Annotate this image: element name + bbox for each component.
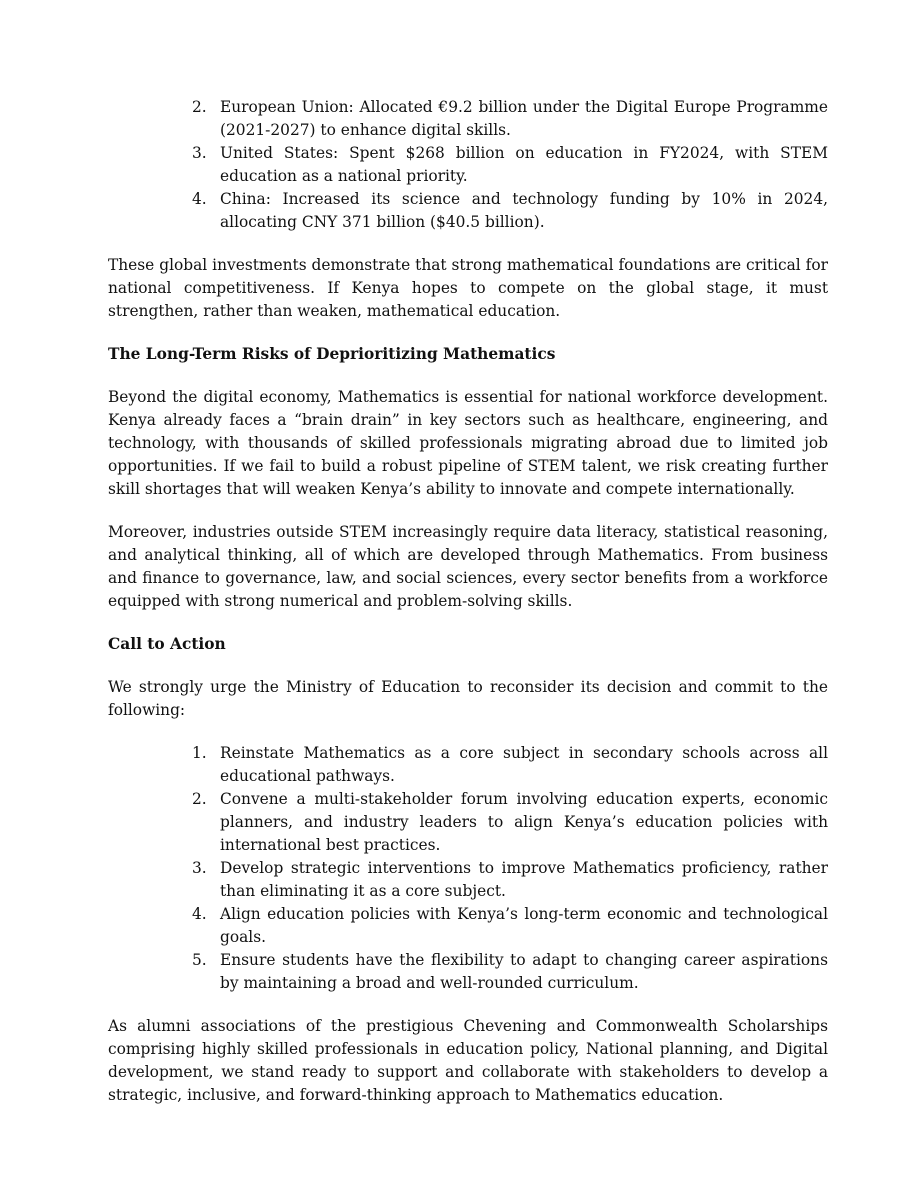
list-item-text: United States: Spent $268 billion on education in FY2024, with STEM education as a national priority. — [220, 144, 828, 185]
list-item-number: 1. — [192, 744, 207, 762]
list-item — [192, 742, 828, 788]
brain-drain-paragraph: Beyond the digital economy, Mathematics is essential for national workforce development. Kenya already faces a “brain drain” in key sectors such as healthcare, engineering, and technology, with thousands of skilled professionals migrating abroad due to limited job opportunities. If we fail to build a robust pipeline of STEM talent, we risk creating further skill shortages that will weaken Kenya’s ability to innovate and compete internationally. — [108, 388, 828, 498]
list-item-text: Reinstate Mathematics as a core subject in secondary schools across all educational pathways. — [220, 744, 828, 785]
list-item-text: Align education policies with Kenya’s long-term economic and technological goals. — [220, 905, 828, 946]
list-item-text: Convene a multi-stakeholder forum involving education experts, economic planners, and industry leaders to align Kenya’s education policies with international best practices. — [220, 790, 828, 854]
list-item-number: 3. — [192, 859, 207, 877]
action-list — [108, 742, 828, 995]
investments-list — [108, 96, 828, 234]
list-item-text: Ensure students have the flexibility to adapt to changing career aspirations by maintaining a broad and well-rounded curriculum. — [220, 951, 828, 992]
list-item-number: 4. — [192, 190, 207, 208]
list-item — [192, 188, 828, 234]
list-item — [192, 788, 828, 857]
list-item — [192, 903, 828, 949]
list-item — [192, 142, 828, 188]
list-item-text: Develop strategic interventions to improve Mathematics proficiency, rather than eliminating it as a core subject. — [220, 859, 828, 900]
global-investments-paragraph: These global investments demonstrate that strong mathematical foundations are critical for national competitiveness. If Kenya hopes to compete on the global stage, it must strengthen, rather than weaken, mathematical education. — [108, 256, 828, 320]
call-to-action-heading: Call to Action — [108, 635, 226, 653]
list-item-number: 5. — [192, 951, 207, 969]
list-item — [192, 96, 828, 142]
list-item-text: European Union: Allocated €9.2 billion under the Digital Europe Programme (2021-2027) to enhance digital skills. — [220, 98, 828, 139]
list-item — [192, 857, 828, 903]
risks-heading: The Long-Term Risks of Deprioritizing Mathematics — [108, 345, 556, 363]
closing-paragraph: As alumni associations of the prestigious Chevening and Commonwealth Scholarships comprising highly skilled professionals in education policy, National planning, and Digital development, we stand ready to support and collaborate with stakeholders to develop a strategic, inclusive, and forward-thinking approach to Mathematics education. — [108, 1017, 828, 1104]
list-item-number: 4. — [192, 905, 207, 923]
list-item-number: 2. — [192, 98, 207, 116]
list-item — [192, 949, 828, 995]
call-to-action-intro: We strongly urge the Ministry of Education to reconsider its decision and commit to the following: — [108, 678, 828, 719]
data-literacy-paragraph: Moreover, industries outside STEM increasingly require data literacy, statistical reasoning, and analytical thinking, all of which are developed through Mathematics. From business and finance to governance, law, and social sciences, every sector benefits from a workforce equipped with strong numerical and problem-solving skills. — [108, 523, 828, 610]
list-item-number: 3. — [192, 144, 207, 162]
list-item-text: China: Increased its science and technology funding by 10% in 2024, allocating CNY 371 billion ($40.5 billion). — [220, 190, 828, 231]
list-item-number: 2. — [192, 790, 207, 808]
